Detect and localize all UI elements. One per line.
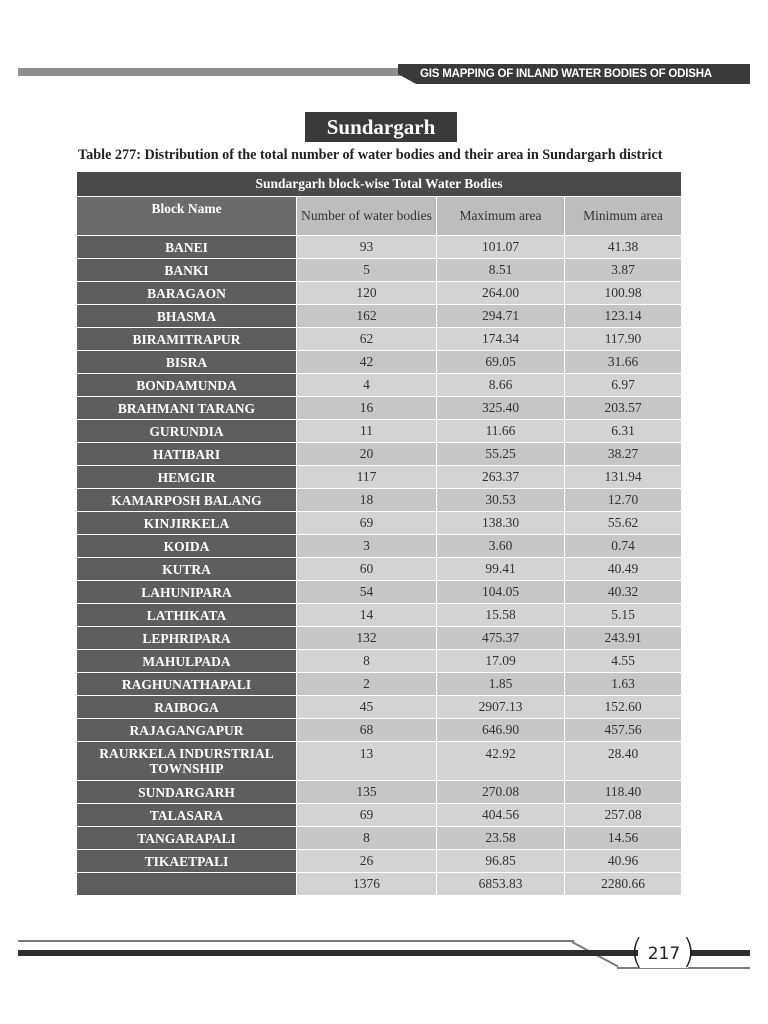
- max-area-cell: 8.51: [437, 259, 565, 282]
- district-title: Sundargarh: [305, 112, 457, 142]
- water-body-count-cell: 120: [297, 282, 437, 305]
- block-name-cell: RAJAGANGAPUR: [77, 719, 297, 742]
- min-area-cell: 55.62: [565, 512, 682, 535]
- table-row: [77, 443, 682, 466]
- water-body-count-cell: 5: [297, 259, 437, 282]
- water-body-count-cell: 4: [297, 374, 437, 397]
- table-row: [77, 282, 682, 305]
- water-body-count-cell: 69: [297, 804, 437, 827]
- block-name-cell: LAHUNIPARA: [77, 581, 297, 604]
- max-area-cell: 17.09: [437, 650, 565, 673]
- water-body-count-cell: 26: [297, 850, 437, 873]
- max-area-cell: 99.41: [437, 558, 565, 581]
- water-body-count-cell: 162: [297, 305, 437, 328]
- max-area-cell: 404.56: [437, 804, 565, 827]
- water-body-count-cell: 68: [297, 719, 437, 742]
- water-body-count-cell: 18: [297, 489, 437, 512]
- min-area-cell: 28.40: [565, 742, 682, 781]
- min-area-cell: 40.32: [565, 581, 682, 604]
- water-bodies-table: [76, 171, 682, 896]
- water-body-count-cell: 69: [297, 512, 437, 535]
- max-area-cell: 264.00: [437, 282, 565, 305]
- max-area-cell: 11.66: [437, 420, 565, 443]
- block-name-cell: TALASARA: [77, 804, 297, 827]
- water-body-count-cell: 42: [297, 351, 437, 374]
- table-row: [77, 236, 682, 259]
- table-row: [77, 781, 682, 804]
- block-name-cell: HATIBARI: [77, 443, 297, 466]
- block-name-cell: RAURKELA INDURSTRIAL TOWNSHIP: [77, 742, 297, 781]
- water-body-count-cell: 45: [297, 696, 437, 719]
- table-row: [77, 259, 682, 282]
- table-row: [77, 804, 682, 827]
- max-area-cell: 325.40: [437, 397, 565, 420]
- water-body-count-cell: 132: [297, 627, 437, 650]
- total-water-body-count-cell: 1376: [297, 873, 437, 896]
- table-row: [77, 328, 682, 351]
- block-name-cell: RAIBOGA: [77, 696, 297, 719]
- footer-rule-thin: [18, 940, 574, 942]
- water-body-count-cell: 54: [297, 581, 437, 604]
- block-name-cell: GURUNDIA: [77, 420, 297, 443]
- water-body-count-cell: 135: [297, 781, 437, 804]
- table-row: [77, 535, 682, 558]
- running-title: GIS MAPPING OF INLAND WATER BODIES OF ODISHA: [420, 68, 712, 80]
- block-name-cell: RAGHUNATHAPALI: [77, 673, 297, 696]
- max-area-cell: 30.53: [437, 489, 565, 512]
- water-body-count-cell: 16: [297, 397, 437, 420]
- min-area-cell: 38.27: [565, 443, 682, 466]
- max-area-cell: 104.05: [437, 581, 565, 604]
- min-area-cell: 14.56: [565, 827, 682, 850]
- block-name-cell: KAMARPOSH BALANG: [77, 489, 297, 512]
- water-body-count-cell: 13: [297, 742, 437, 781]
- water-body-count-cell: 8: [297, 650, 437, 673]
- water-body-count-cell: 117: [297, 466, 437, 489]
- block-name-cell: BISRA: [77, 351, 297, 374]
- table-row: [77, 650, 682, 673]
- water-body-count-cell: 62: [297, 328, 437, 351]
- min-area-cell: 457.56: [565, 719, 682, 742]
- min-area-cell: 5.15: [565, 604, 682, 627]
- table-row: [77, 466, 682, 489]
- max-area-cell: 23.58: [437, 827, 565, 850]
- max-area-cell: 55.25: [437, 443, 565, 466]
- column-header-max-area: Maximum area: [437, 197, 565, 236]
- block-name-cell: BIRAMITRAPUR: [77, 328, 297, 351]
- table-row: [77, 673, 682, 696]
- column-header-block-name: Block Name: [77, 197, 297, 236]
- max-area-cell: 138.30: [437, 512, 565, 535]
- block-name-cell: TIKAETPALI: [77, 850, 297, 873]
- block-name-cell: TANGARAPALI: [77, 827, 297, 850]
- water-body-count-cell: 11: [297, 420, 437, 443]
- max-area-cell: 646.90: [437, 719, 565, 742]
- block-name-cell: KOIDA: [77, 535, 297, 558]
- total-max-area-cell: 6853.83: [437, 873, 565, 896]
- total-row: [77, 873, 682, 896]
- min-area-cell: 40.49: [565, 558, 682, 581]
- footer-rule-thick: [18, 950, 638, 956]
- column-header-min-area: Minimum area: [565, 197, 682, 236]
- min-area-cell: 40.96: [565, 850, 682, 873]
- max-area-cell: 263.37: [437, 466, 565, 489]
- page-number-left-bracket-icon: (: [630, 932, 644, 972]
- water-body-count-cell: 2: [297, 673, 437, 696]
- min-area-cell: 12.70: [565, 489, 682, 512]
- block-name-cell: HEMGIR: [77, 466, 297, 489]
- table-row: [77, 397, 682, 420]
- min-area-cell: 152.60: [565, 696, 682, 719]
- min-area-cell: 3.87: [565, 259, 682, 282]
- block-name-cell: KINJIRKELA: [77, 512, 297, 535]
- table-row: [77, 850, 682, 873]
- min-area-cell: 131.94: [565, 466, 682, 489]
- max-area-cell: 2907.13: [437, 696, 565, 719]
- water-body-count-cell: 14: [297, 604, 437, 627]
- max-area-cell: 3.60: [437, 535, 565, 558]
- block-name-cell: KUTRA: [77, 558, 297, 581]
- water-body-count-cell: 93: [297, 236, 437, 259]
- min-area-cell: 41.38: [565, 236, 682, 259]
- table-row: [77, 351, 682, 374]
- block-name-cell: BONDAMUNDA: [77, 374, 297, 397]
- max-area-cell: 475.37: [437, 627, 565, 650]
- table-caption: Table 277: Distribution of the total number of water bodies and their area in Sundargarh district: [78, 147, 663, 163]
- block-name-cell: SUNDARGARH: [77, 781, 297, 804]
- total-label-cell: [77, 873, 297, 896]
- max-area-cell: 69.05: [437, 351, 565, 374]
- table-row: [77, 742, 682, 781]
- block-name-cell: MAHULPADA: [77, 650, 297, 673]
- min-area-cell: 0.74: [565, 535, 682, 558]
- total-min-area-cell: 2280.66: [565, 873, 682, 896]
- max-area-cell: 96.85: [437, 850, 565, 873]
- max-area-cell: 270.08: [437, 781, 565, 804]
- max-area-cell: 8.66: [437, 374, 565, 397]
- max-area-cell: 42.92: [437, 742, 565, 781]
- water-body-count-cell: 20: [297, 443, 437, 466]
- block-name-cell: BARAGAON: [77, 282, 297, 305]
- block-name-cell: BHASMA: [77, 305, 297, 328]
- table-row: [77, 305, 682, 328]
- table-row: [77, 827, 682, 850]
- block-name-cell: BANKI: [77, 259, 297, 282]
- block-name-cell: LATHIKATA: [77, 604, 297, 627]
- max-area-cell: 15.58: [437, 604, 565, 627]
- water-body-count-cell: 3: [297, 535, 437, 558]
- page-number: 217: [640, 940, 688, 968]
- table-row: [77, 374, 682, 397]
- min-area-cell: 257.08: [565, 804, 682, 827]
- table-row: [77, 696, 682, 719]
- min-area-cell: 4.55: [565, 650, 682, 673]
- block-name-cell: LEPHRIPARA: [77, 627, 297, 650]
- max-area-cell: 294.71: [437, 305, 565, 328]
- min-area-cell: 31.66: [565, 351, 682, 374]
- min-area-cell: 243.91: [565, 627, 682, 650]
- page-number-right-bracket-icon: ): [682, 932, 696, 972]
- block-name-cell: BRAHMANI TARANG: [77, 397, 297, 420]
- min-area-cell: 100.98: [565, 282, 682, 305]
- min-area-cell: 1.63: [565, 673, 682, 696]
- table-row: [77, 558, 682, 581]
- table-row: [77, 627, 682, 650]
- table-row: [77, 719, 682, 742]
- max-area-cell: 101.07: [437, 236, 565, 259]
- table-row: [77, 420, 682, 443]
- table-body: [77, 236, 682, 896]
- block-name-cell: BANEI: [77, 236, 297, 259]
- table-row: [77, 581, 682, 604]
- min-area-cell: 123.14: [565, 305, 682, 328]
- header-rule: [18, 68, 418, 76]
- min-area-cell: 118.40: [565, 781, 682, 804]
- footer-rule-thick-right: [690, 950, 750, 956]
- max-area-cell: 174.34: [437, 328, 565, 351]
- water-body-count-cell: 60: [297, 558, 437, 581]
- min-area-cell: 6.97: [565, 374, 682, 397]
- min-area-cell: 6.31: [565, 420, 682, 443]
- table-row: [77, 489, 682, 512]
- min-area-cell: 117.90: [565, 328, 682, 351]
- max-area-cell: 1.85: [437, 673, 565, 696]
- column-header-number: Number of water bodies: [297, 197, 437, 236]
- table-row: [77, 512, 682, 535]
- table-row: [77, 604, 682, 627]
- water-body-count-cell: 8: [297, 827, 437, 850]
- min-area-cell: 203.57: [565, 397, 682, 420]
- table-banner: Sundargarh block-wise Total Water Bodies: [77, 172, 682, 197]
